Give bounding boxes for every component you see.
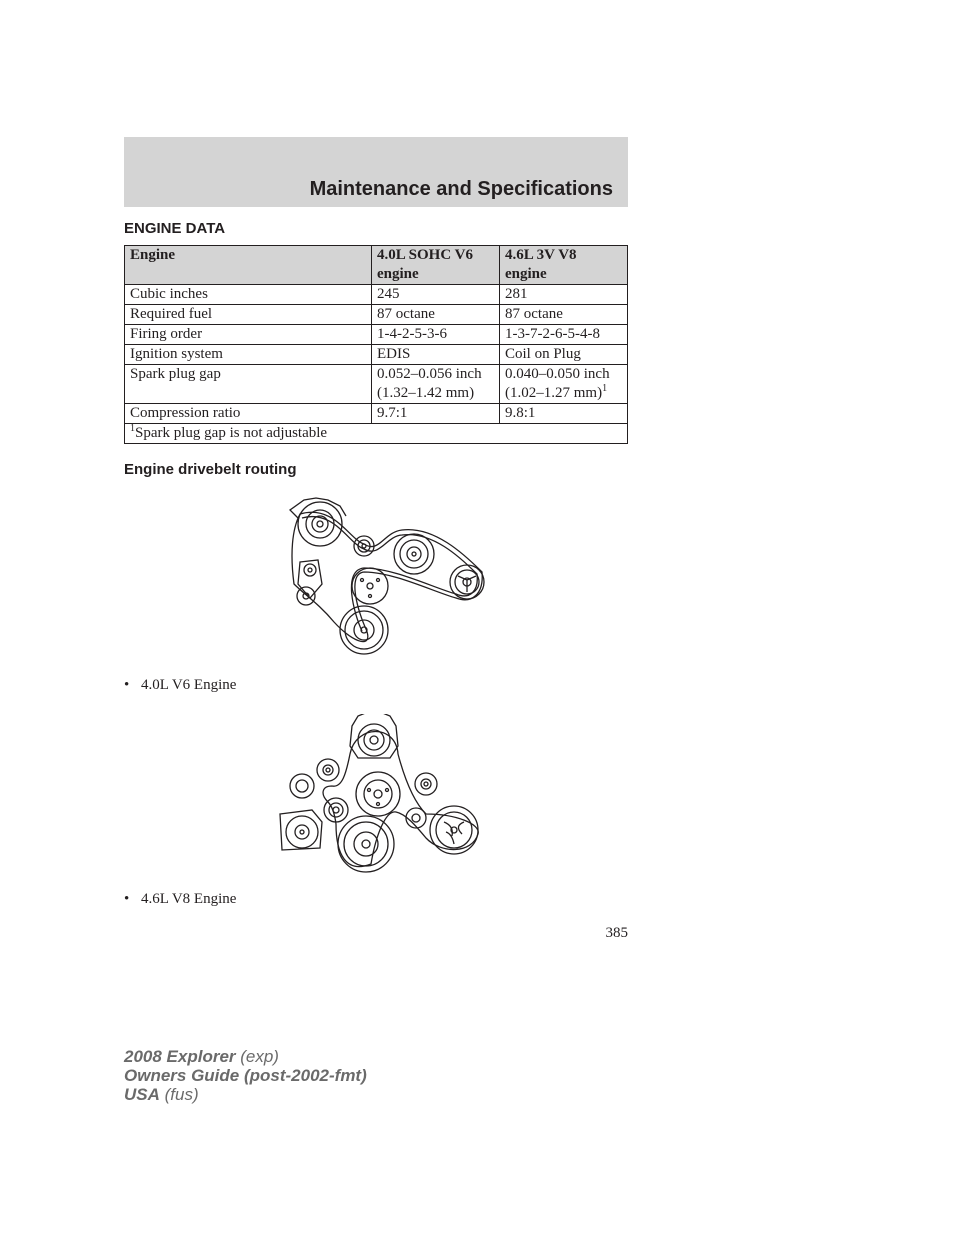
idler-pulley-right xyxy=(415,773,437,795)
table-header-row xyxy=(125,246,628,285)
v8-belt-diagram xyxy=(276,714,482,874)
row-label: Ignition system xyxy=(125,345,372,365)
row-value-v8: 9.8:1 xyxy=(500,404,628,424)
table-row xyxy=(125,404,628,424)
row-value-v6: 0.052–0.056 inch (1.32–1.42 mm) xyxy=(372,365,500,404)
header-band xyxy=(124,137,628,207)
v8-caption-bullet: • 4.6L V8 Engine xyxy=(124,891,237,907)
table-row-spark-plug xyxy=(125,365,628,404)
small-pulley-left xyxy=(290,774,314,798)
row-label: Firing order xyxy=(125,325,372,345)
table-row xyxy=(125,325,628,345)
water-pump-pulley xyxy=(356,772,400,816)
idler-pulley-lower xyxy=(406,808,426,828)
header-cell-v6: 4.0L SOHC V6 engine xyxy=(372,246,500,285)
header-cell-engine: Engine xyxy=(125,246,372,285)
row-label: Cubic inches xyxy=(125,285,372,305)
row-value-v6: 9.7:1 xyxy=(372,404,500,424)
tensioner xyxy=(324,798,348,822)
footer-line-3: USA (fus) xyxy=(124,1085,199,1104)
tensioner xyxy=(297,560,322,605)
row-label: Required fuel xyxy=(125,305,372,325)
page-number: 385 xyxy=(605,925,628,941)
power-steering-pump xyxy=(280,810,322,850)
idler-pulley xyxy=(317,759,339,781)
row-label: Compression ratio xyxy=(125,404,372,424)
footer-line-1: 2008 Explorer (exp) xyxy=(124,1047,279,1066)
crankshaft-pulley xyxy=(340,606,388,654)
document-footer xyxy=(124,1047,367,1104)
ac-pulley xyxy=(430,806,478,854)
v6-caption: 4.0L V6 Engine xyxy=(141,677,237,693)
table-row xyxy=(125,345,628,365)
table-row xyxy=(125,305,628,325)
row-value-v8: Coil on Plug xyxy=(500,345,628,365)
row-label: Spark plug gap xyxy=(125,365,372,404)
table-row xyxy=(125,285,628,305)
row-value-v6: EDIS xyxy=(372,345,500,365)
header-cell-v8: 4.6L 3V V8 engine xyxy=(500,246,628,285)
drivebelt-heading: Engine drivebelt routing xyxy=(124,461,297,478)
crankshaft-pulley xyxy=(338,816,394,872)
ac-pulley xyxy=(450,565,484,599)
page-header-title: Maintenance and Specifications xyxy=(309,178,613,200)
row-value-v8: 281 xyxy=(500,285,628,305)
engine-data-table xyxy=(124,245,628,444)
row-value-v8: 87 octane xyxy=(500,305,628,325)
v6-belt-diagram xyxy=(284,494,490,662)
table-footnote-row xyxy=(125,424,628,444)
v8-caption: 4.6L V8 Engine xyxy=(141,891,237,907)
row-value-v6: 245 xyxy=(372,285,500,305)
water-pump-pulley xyxy=(352,568,388,604)
v6-caption-bullet: • 4.0L V6 Engine xyxy=(124,677,237,693)
row-value-v8: 1-3-7-2-6-5-4-8 xyxy=(500,325,628,345)
row-value-v8: 0.040–0.050 inch (1.02–1.27 mm)$^1$ xyxy=(500,365,628,404)
row-value-v6: 1-4-2-5-3-6 xyxy=(372,325,500,345)
table-footnote: $^1$Spark plug gap is not adjustable xyxy=(125,424,628,444)
power-steering-pulley xyxy=(394,534,434,574)
footnote-mark: 1 xyxy=(602,383,608,394)
alternator-pulley xyxy=(350,714,398,758)
section-title: ENGINE DATA xyxy=(124,220,226,237)
footer-line-2: Owners Guide (post-2002-fmt) xyxy=(124,1066,367,1085)
row-value-v6: 87 octane xyxy=(372,305,500,325)
